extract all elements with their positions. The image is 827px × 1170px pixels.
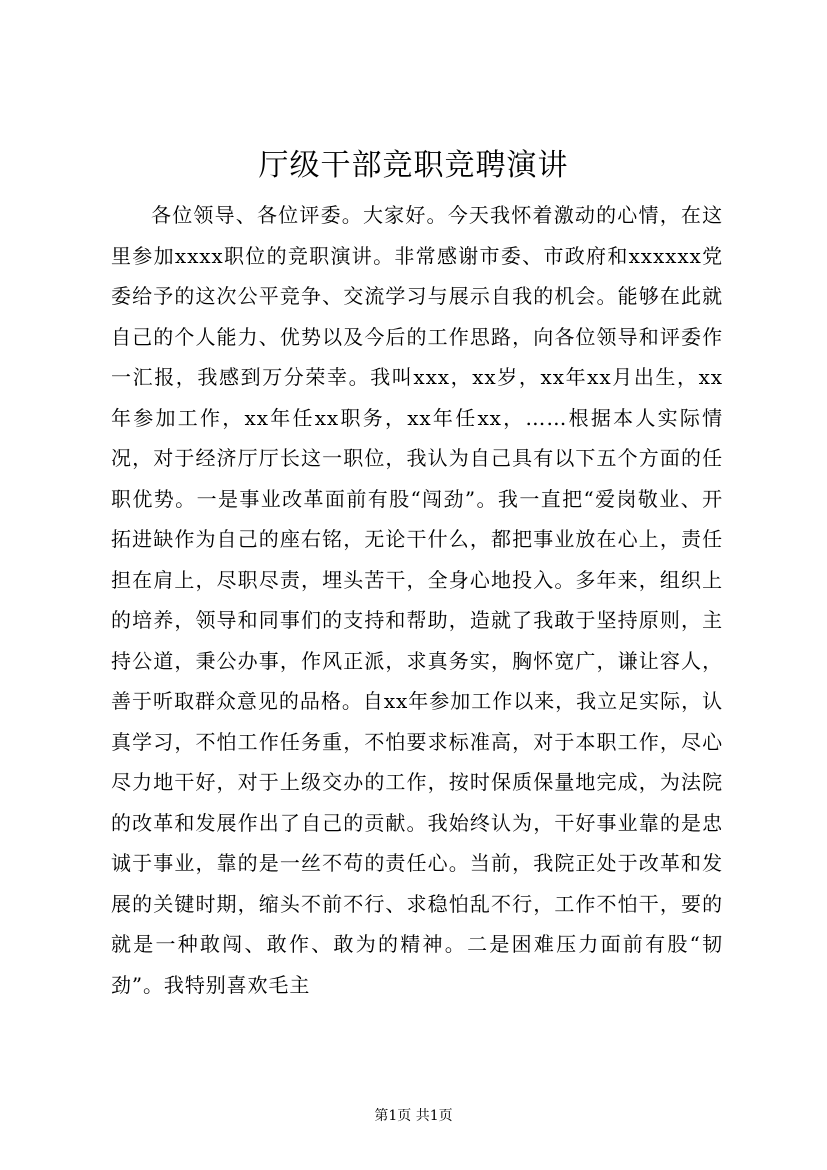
document-body-paragraph: 各位领导、各位评委。大家好。今天我怀着激动的心情，在这里参加xxxx职位的竞职演讲。非常感谢市委、市政府和xxxxxx党委给予的这次公平竞争、交流学习与展示自我的机会。能够在此就自己的个人能力、优势以及今后的工作思路，向各位领导和评委作一汇报，我感到万分荣幸。我叫xxx，xx岁，xx年xx月出生，xx年参加工作，xx年任xx职务，xx年任xx，……根据本人实际情况，对于经济厅厅长这一职位，我认为自己具有以下五个方面的任职优势。一是事业改革面前有股“闯劲”。我一直把“爱岗敬业、开拓进缺作为自己的座右铭，无论干什么，都把事业放在心上，责任担在肩上，尽职尽责，埋头苦干，全身心地投入。多年来，组织上的培养，领导和同事们的支持和帮助，造就了我敢于坚持原则，主持公道，秉公办事，作风正派，求真务实，胸怀宽广，谦让容人，善于听取群众意见的品格。自xx年参加工作以来，我立足实际，认真学习，不怕工作任务重，不怕要求标准高，对于本职工作，尽心尽力地干好，对于上级交办的工作，按时保质保量地完成，为法院的改革和发展作出了自己的贡献。我始终认为，干好事业靠的是忠诚于事业，靠的是一丝不苟的责任心。当前，我院正处于改革和发展的关键时期，缩头不前不行、求稳怕乱不行，工作不怕干，要的就是一种敢闯、敢作、敢为的精神。二是困难压力面前有股“韧劲”。我特别喜欢毛主 — [111, 203, 723, 997]
page-number-footer: 第1页 共1页 — [374, 1108, 453, 1124]
document-title: 厅级干部竞职竞聘演讲 — [258, 148, 569, 183]
